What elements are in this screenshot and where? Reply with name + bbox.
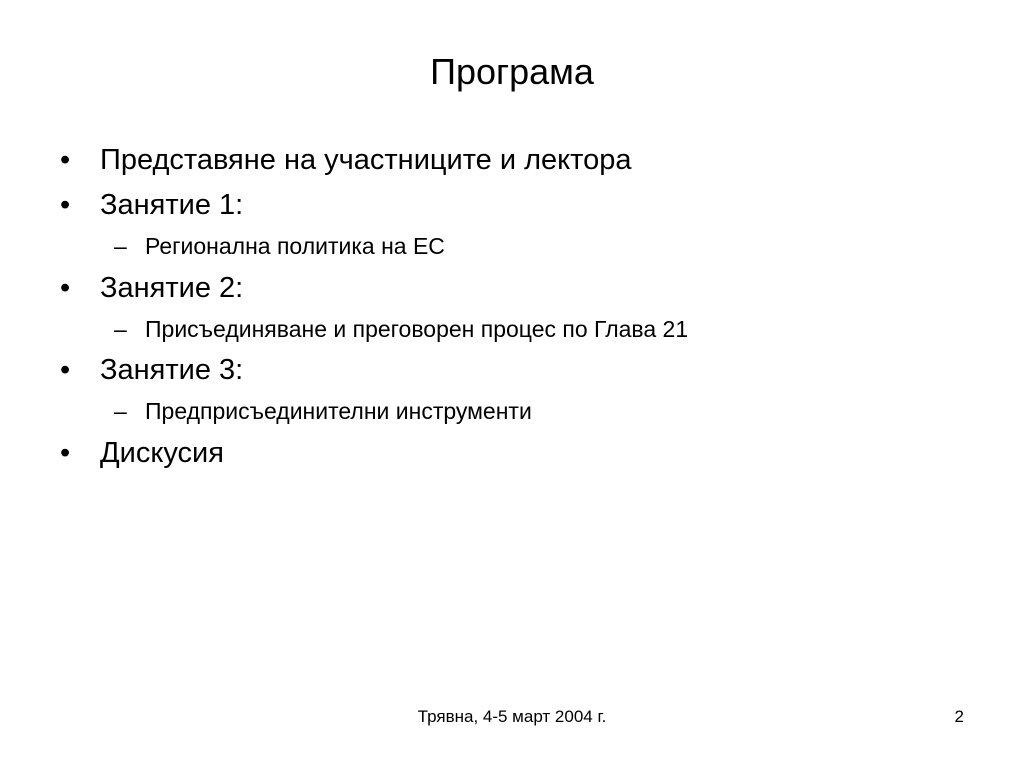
bullet-icon: •	[60, 144, 71, 176]
agenda-item-text: Занятие 1:	[100, 189, 244, 221]
bullet-icon: •	[60, 272, 71, 304]
bullet-icon: •	[60, 189, 71, 221]
agenda-item-text: Занятие 2:	[100, 272, 244, 304]
slide-footer: Трявна, 4-5 март 2004 г.	[417, 707, 607, 726]
slide-title: Програма	[430, 51, 594, 92]
agenda-subitem-text: Предприсъединителни инструменти	[145, 398, 532, 424]
agenda-subitem-text: Присъединяване и преговорен процес по Глава 21	[145, 316, 689, 342]
agenda-item-text: Представяне на участниците и лектора	[100, 144, 632, 176]
agenda-item-text: Занятие 3:	[100, 354, 244, 386]
bullet-icon: •	[60, 354, 71, 386]
page-number: 2	[954, 707, 964, 726]
bullet-icon: •	[60, 437, 71, 469]
dash-icon: –	[114, 316, 127, 342]
dash-icon: –	[114, 398, 127, 424]
agenda-subitem-text: Регионална политика на ЕС	[145, 233, 445, 259]
agenda-item-text: Дискусия	[100, 437, 224, 469]
dash-icon: –	[114, 233, 127, 259]
